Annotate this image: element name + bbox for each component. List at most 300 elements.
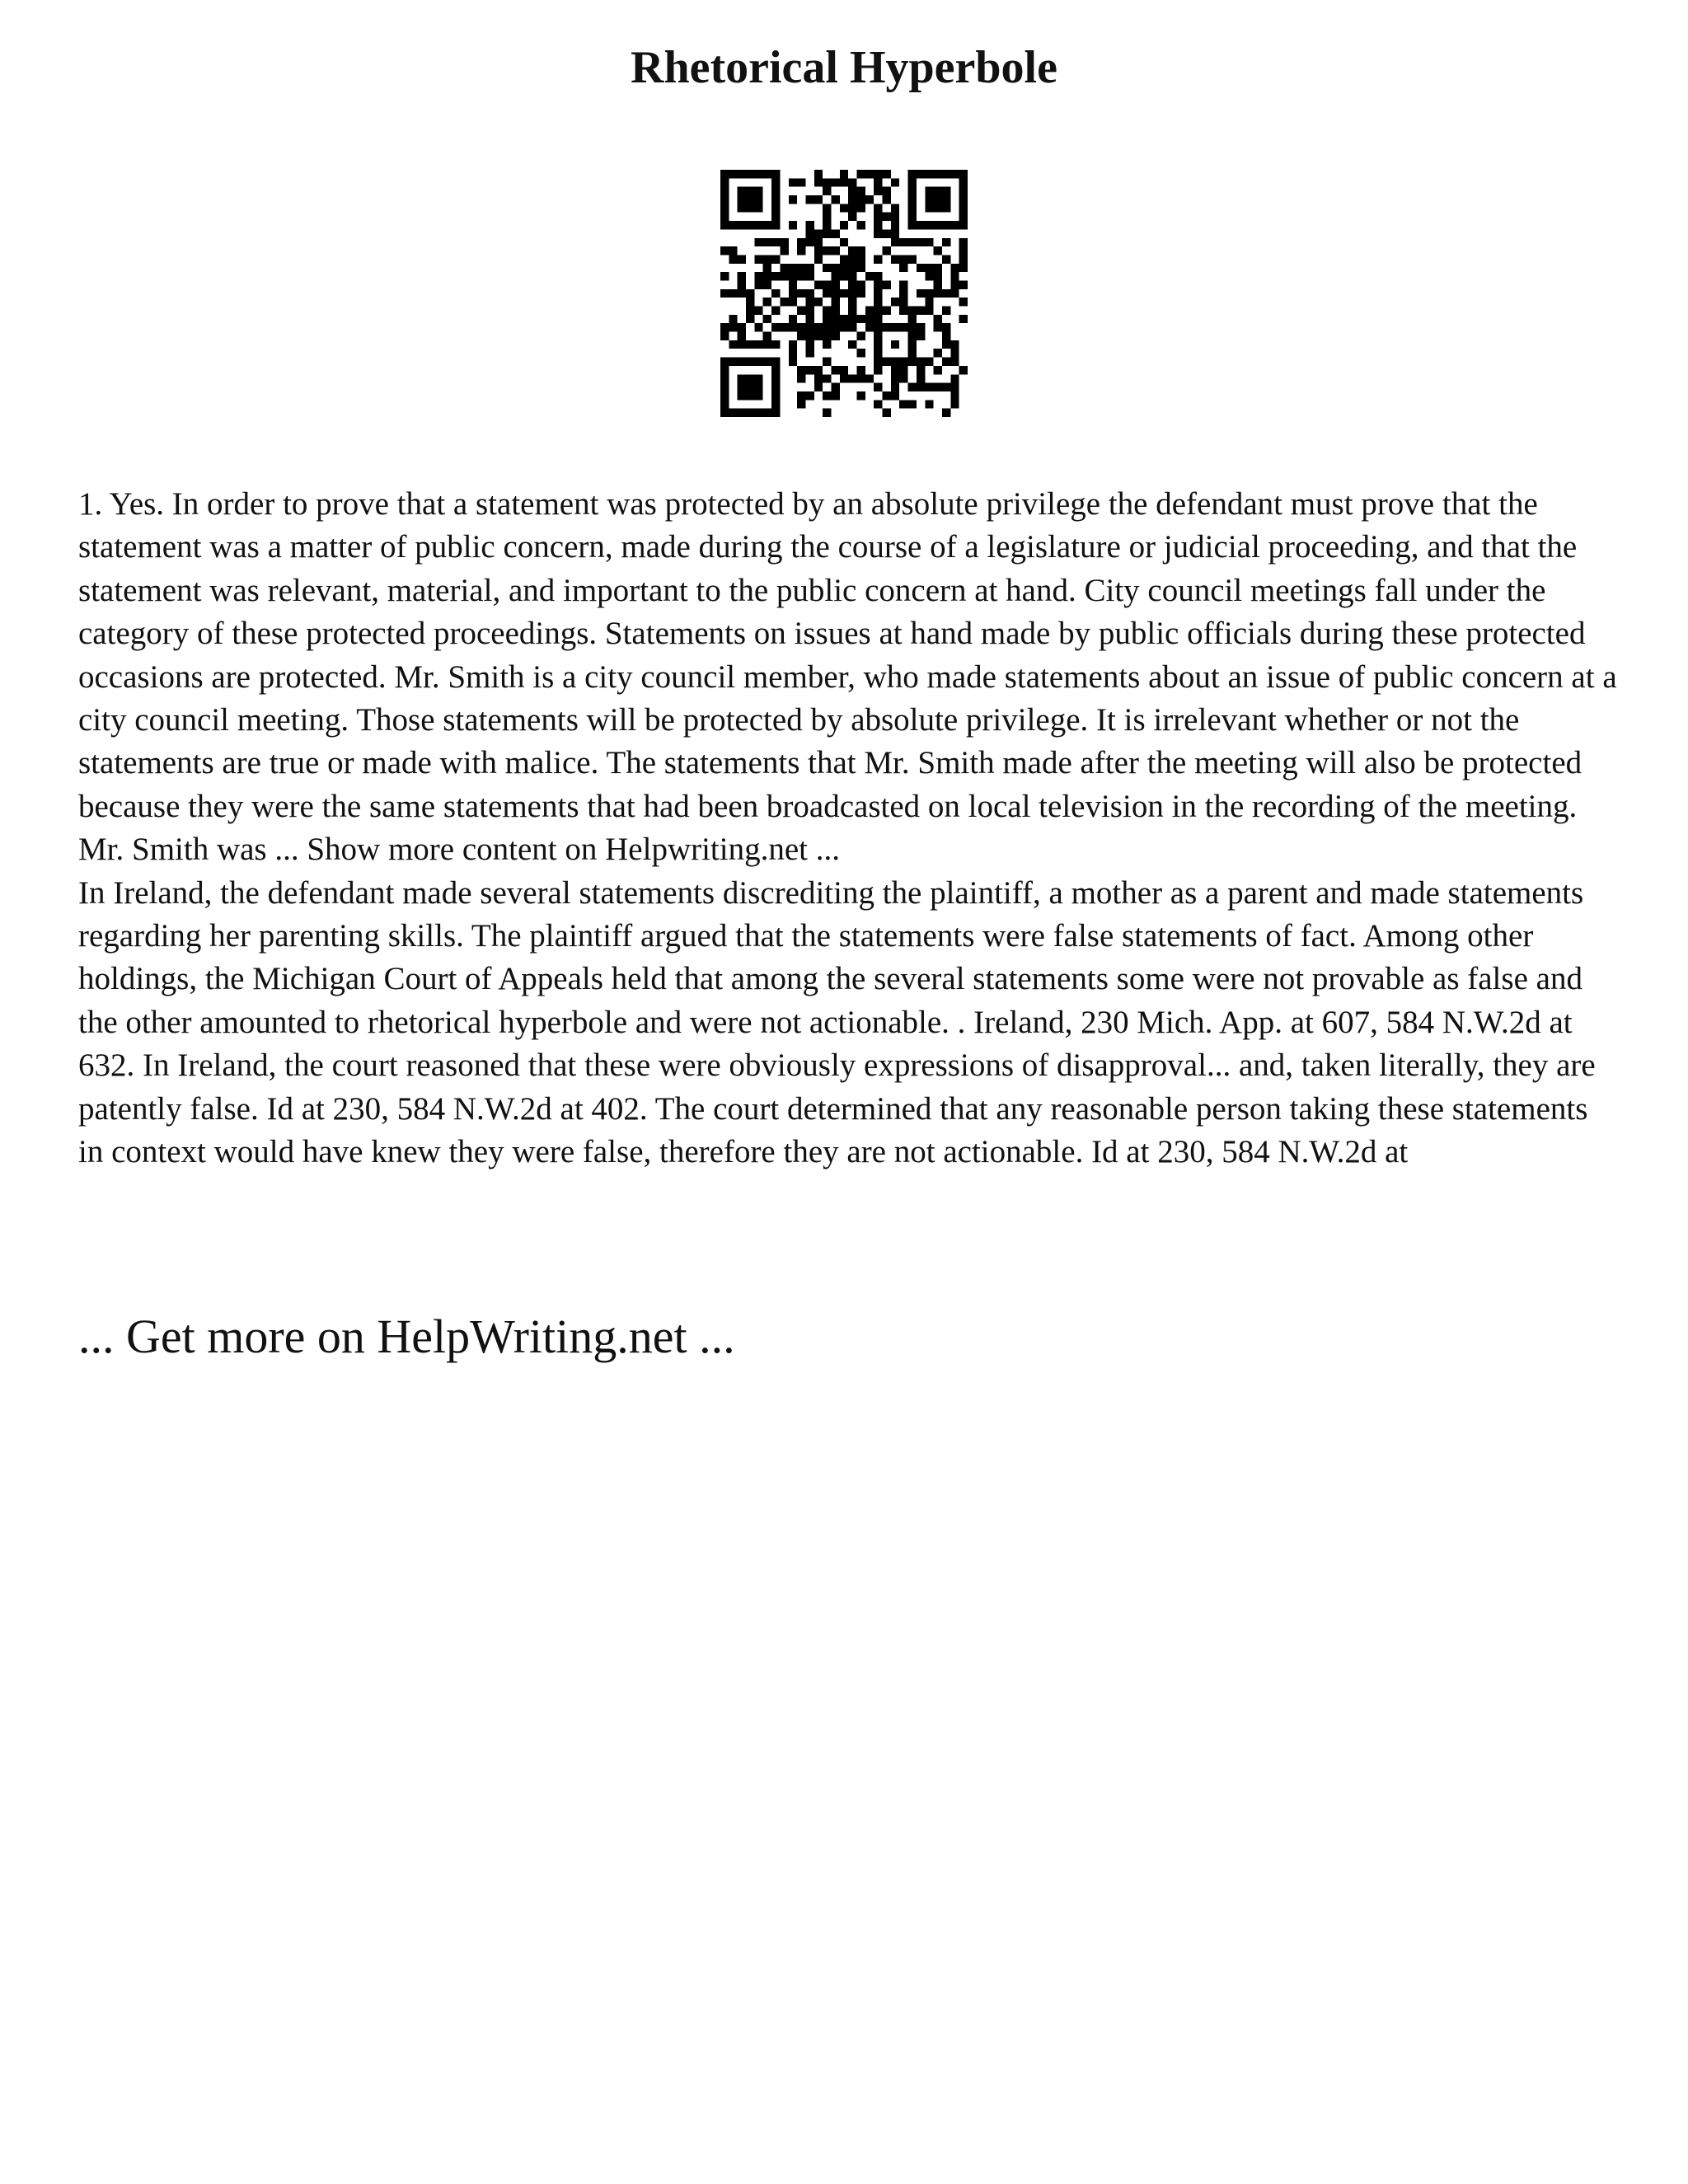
qr-module [908,170,917,178]
qr-module [942,204,950,212]
qr-module [899,358,907,366]
qr-module [771,272,780,280]
qr-module [865,315,874,323]
qr-module [789,298,797,306]
qr-module [865,170,874,178]
qr-module [899,374,907,382]
qr-module [942,289,950,298]
get-more-link[interactable]: ... Get more on HelpWriting.net ... [78,1310,735,1363]
qr-module [950,272,959,280]
qr-module [746,195,754,204]
qr-module [823,323,831,331]
qr-module [959,204,968,212]
qr-module [789,195,797,204]
qr-module [797,264,805,272]
qr-module [917,170,925,178]
qr-module [848,213,856,221]
qr-module [814,229,823,237]
qr-module [738,280,746,288]
qr-module [831,307,839,315]
qr-module [797,272,805,280]
qr-module [848,298,856,306]
qr-module [840,289,848,298]
qr-module [917,332,925,340]
qr-module [754,383,762,391]
qr-module [738,358,746,366]
qr-module [942,383,950,391]
qr-module [908,358,917,366]
qr-module [883,391,891,400]
qr-module [789,340,797,349]
qr-module [874,340,882,349]
qr-module [746,374,754,382]
qr-module [823,229,831,237]
qr-module [754,391,762,400]
qr-module [831,229,839,237]
qr-module [746,391,754,400]
qr-module [925,400,933,408]
qr-module [823,315,831,323]
qr-module [917,383,925,391]
qr-module [865,374,874,382]
qr-module [840,374,848,382]
qr-module [746,170,754,178]
qr-module [891,213,899,221]
qr-module [789,323,797,331]
qr-module [848,195,856,204]
qr-module [814,178,823,186]
qr-module [899,366,907,374]
qr-module [720,391,729,400]
qr-module [789,289,797,298]
qr-module [729,323,737,331]
qr-module [780,238,788,246]
qr-module [848,264,856,272]
qr-module [865,272,874,280]
qr-module [891,374,899,382]
qr-module [746,187,754,195]
qr-module [771,170,780,178]
qr-module [797,374,805,382]
page-title: Rhetorical Hyperbole [631,42,1057,93]
qr-module [925,307,933,315]
qr-module [729,170,737,178]
qr-module [908,204,917,212]
qr-module [814,383,823,391]
qr-module [720,289,729,298]
qr-module [729,289,737,298]
qr-module [891,340,899,349]
qr-module [891,238,899,246]
qr-module [874,400,882,408]
qr-module [934,323,942,331]
qr-module [823,289,831,298]
qr-module [934,383,942,391]
qr-module [754,238,762,246]
qr-module [754,358,762,366]
qr-module [908,383,917,391]
qr-module [814,280,823,288]
qr-module [797,400,805,408]
qr-module [917,374,925,382]
qr-module [831,272,839,280]
qr-module [857,187,865,195]
qr-module [950,383,959,391]
qr-module [797,246,805,255]
qr-module [899,264,907,272]
qr-module [899,307,907,315]
qr-module [934,366,942,374]
qr-module [729,255,737,263]
qr-module [763,315,771,323]
qr-module [883,195,891,204]
qr-module [908,340,917,349]
qr-module [908,349,917,357]
qr-module [840,238,848,246]
qr-module [883,409,891,417]
qr-module [789,221,797,229]
qr-module [891,178,899,186]
qr-module [848,374,856,382]
qr-module [805,315,814,323]
qr-module [925,195,933,204]
qr-module [797,289,805,298]
qr-module [763,238,771,246]
qr-module [805,332,814,340]
qr-module [754,340,762,349]
qr-module [789,272,797,280]
qr-module [754,255,762,263]
qr-module [857,374,865,382]
qr-module [729,221,737,229]
qr-module [908,323,917,331]
qr-module [805,289,814,298]
qr-module [934,349,942,357]
qr-module [797,332,805,340]
qr-module [883,323,891,331]
qr-module [891,323,899,331]
qr-module [950,391,959,400]
qr-module [823,264,831,272]
qr-module [950,374,959,382]
qr-module [831,315,839,323]
qr-module [754,195,762,204]
qr-module [917,366,925,374]
qr-module [959,264,968,272]
qr-code-icon [720,170,968,417]
qr-module [925,221,933,229]
qr-module [814,298,823,306]
qr-module [848,178,856,186]
qr-module [942,255,950,263]
qr-module [950,340,959,349]
qr-module [874,229,882,237]
qr-module [942,195,950,204]
qr-module [805,238,814,246]
qr-module [831,178,839,186]
qr-module [848,272,856,280]
qr-module [925,358,933,366]
qr-module [950,400,959,408]
qr-module [738,391,746,400]
qr-module [805,323,814,331]
qr-module [899,255,907,263]
qr-module [771,213,780,221]
qr-module [823,307,831,315]
qr-module [908,307,917,315]
qr-module [848,255,856,263]
qr-module [925,204,933,212]
qr-module [883,213,891,221]
qr-module [942,221,950,229]
qr-module [746,409,754,417]
qr-module [874,221,882,229]
qr-module [729,315,737,323]
qr-module [738,289,746,298]
qr-module [763,280,771,288]
qr-module [754,280,762,288]
qr-module [831,264,839,272]
qr-module [840,366,848,374]
qr-module [831,280,839,288]
qr-module [934,246,942,255]
qr-module [959,280,968,288]
qr-module [840,323,848,331]
qr-module [934,289,942,298]
qr-module [729,246,737,255]
qr-module [805,221,814,229]
qr-module [891,366,899,374]
qr-module [942,332,950,340]
qr-module [874,366,882,374]
qr-module [934,187,942,195]
qr-module [857,195,865,204]
qr-module [934,280,942,288]
qr-module [942,170,950,178]
qr-module [891,383,899,391]
qr-module [763,272,771,280]
qr-module [883,170,891,178]
qr-module [831,195,839,204]
qr-module [814,255,823,263]
qr-module [865,195,874,204]
qr-module [746,315,754,323]
qr-module [891,358,899,366]
qr-module [883,358,891,366]
qr-module [754,374,762,382]
qr-module [899,298,907,306]
qr-module [754,409,762,417]
qr-module [814,366,823,374]
qr-module [857,255,865,263]
qr-module [763,409,771,417]
qr-module [857,246,865,255]
qr-module [840,221,848,229]
qr-module [720,400,729,408]
qr-module [789,349,797,357]
qr-module [908,187,917,195]
qr-module [720,366,729,374]
qr-module [865,307,874,315]
qr-module [789,315,797,323]
qr-module [789,264,797,272]
qr-module [771,238,780,246]
qr-module [729,340,737,349]
qr-module [823,358,831,366]
qr-module [883,229,891,237]
qr-module [771,187,780,195]
qr-module [874,298,882,306]
qr-module [950,289,959,298]
qr-module [908,213,917,221]
qr-module [891,391,899,400]
qr-module [771,374,780,382]
qr-module [959,187,968,195]
qr-module [942,409,950,417]
qr-module [771,289,780,298]
qr-module [789,178,797,186]
qr-module [874,383,882,391]
qr-module [746,289,754,298]
qr-module [789,358,797,366]
qr-module [738,374,746,382]
qr-module [959,170,968,178]
qr-module [874,187,882,195]
qr-module [857,366,865,374]
qr-module [874,170,882,178]
qr-module [942,358,950,366]
qr-module [771,340,780,349]
qr-module [950,349,959,357]
qr-module [746,358,754,366]
qr-module [720,272,729,280]
qr-module [763,170,771,178]
qr-module [823,187,831,195]
qr-module [950,358,959,366]
qr-module [942,323,950,331]
qr-module [720,323,729,331]
qr-module [831,391,839,400]
qr-module [925,187,933,195]
qr-module [805,195,814,204]
qr-module [874,178,882,186]
qr-module [797,238,805,246]
qr-module [959,178,968,186]
qr-module [738,255,746,263]
qr-module [720,246,729,255]
qr-module [891,255,899,263]
qr-module [754,323,762,331]
qr-module [814,374,823,382]
qr-module [899,323,907,331]
qr-module [950,170,959,178]
qr-module [840,272,848,280]
qr-module [720,195,729,204]
qr-module [823,246,831,255]
qr-module [848,204,856,212]
qr-module [720,383,729,391]
qr-module [771,178,780,186]
qr-module [771,358,780,366]
qr-module [908,400,917,408]
qr-module [874,272,882,280]
qr-module [959,255,968,263]
qr-module [857,204,865,212]
qr-module [883,280,891,288]
qr-module [738,272,746,280]
qr-module [857,280,865,288]
qr-module [874,315,882,323]
qr-module [738,383,746,391]
qr-module [908,221,917,229]
body-text: 1. Yes. In order to prove that a statement was protected by an absolute privilege the defendant must prove that the statement was a matter of public concern, made during the course of a legislature or judicial proceeding, and that the statement was relevant, material, and important to the public concern at hand. City council meetings fall under the category of these protected proceedings. Statements on issues at hand made by public officials during these protected occasions are protected. Mr. Smith is a city council member, who made statements about an issue of public concern at a city council meeting. Those statements will be protected by absolute privilege. It is irrelevant whether or not the statements are true or made with malice. The statements that Mr. Smith made after the meeting will also be protected because they were the same statements that had been broadcasted on local television in the recording of the meeting. Mr. Smith was ... Show more content on Helpwriting.net ... In Ireland, the defendant made several statements discrediting the plaintiff, a mother as a parent and made statements regarding her parenting skills. The plaintiff argued that the statements were false statements of fact. Among other holdings, the Michigan Court of Appeals held that among the several statements some were not provable as false and the other amounted to rhetorical hyperbole and were not actionable. . Ireland, 230 Mich. App. at 607, 584 N.W.2d at 632. In Ireland, the court reasoned that these were obviously expressions of disapproval... and, taken literally, they are patently false. Id at 230, 584 N.W.2d at 402. The court determined that any reasonable person taking these statements in context would have knew they were false, therefore they are not actionable. Id at 230, 584 N.W.2d at [78,486,1617,1170]
qr-module [908,332,917,340]
qr-module [848,246,856,255]
qr-module [899,289,907,298]
qr-module [925,383,933,391]
qr-module [797,391,805,400]
qr-module [857,332,865,340]
qr-module [805,264,814,272]
qr-module [840,255,848,263]
qr-module [925,272,933,280]
qr-module [959,315,968,323]
qr-module [908,178,917,186]
qr-module [738,195,746,204]
qr-module [754,187,762,195]
qr-module [831,323,839,331]
qr-module [917,358,925,366]
qr-module [814,332,823,340]
qr-module [848,187,856,195]
qr-module [831,332,839,340]
qr-module [771,204,780,212]
qr-module [805,366,814,374]
qr-module [883,246,891,255]
qr-module [950,280,959,288]
qr-module [763,298,771,306]
qr-module [797,366,805,374]
qr-module [823,213,831,221]
qr-module [917,238,925,246]
qr-module [720,204,729,212]
qr-module [908,255,917,263]
qr-module [934,315,942,323]
qr-module [780,323,788,331]
qr-module [746,307,754,315]
qr-module [959,246,968,255]
qr-module [738,332,746,340]
qr-module [746,340,754,349]
qr-module [874,204,882,212]
qr-module [874,280,882,288]
qr-module [874,289,882,298]
qr-module [738,323,746,331]
qr-module [720,221,729,229]
qr-module [771,323,780,331]
qr-module [874,255,882,263]
qr-module [857,391,865,400]
qr-module [763,332,771,340]
qr-module [823,280,831,288]
qr-module [848,307,856,315]
qr-module [763,264,771,272]
qr-module [840,264,848,272]
qr-module [934,195,942,204]
qr-module [797,307,805,315]
qr-module [959,221,968,229]
qr-module [814,195,823,204]
